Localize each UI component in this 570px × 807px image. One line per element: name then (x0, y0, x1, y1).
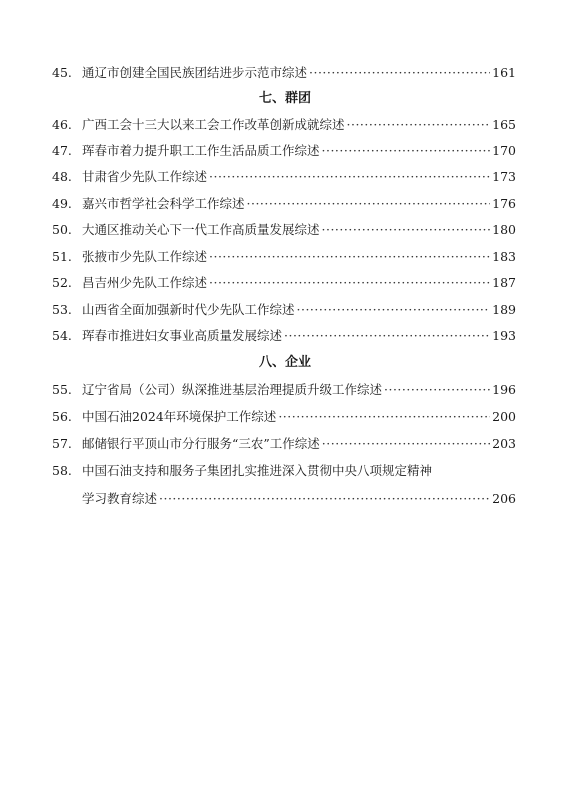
dot-leader (322, 433, 490, 455)
toc-entry[interactable] (52, 246, 516, 268)
section-heading: 七、群团 (258, 91, 311, 106)
dot-leader (384, 379, 490, 401)
toc-entry[interactable] (52, 460, 516, 482)
dot-leader (278, 406, 490, 428)
entry-page-number: 203 (492, 436, 516, 451)
entry-page-number: 183 (492, 249, 516, 264)
entry-title: 邮储银行平顶山市分行服务“三农”工作综述 (82, 436, 320, 451)
section-heading: 八、企业 (258, 355, 311, 370)
entry-page-number: 200 (492, 409, 516, 424)
entry-page-number: 173 (492, 169, 516, 184)
dot-leader (209, 272, 490, 294)
entry-title: 广西工会十三大以来工会工作改革创新成就综述 (82, 117, 345, 132)
entry-number: 53. (52, 302, 72, 317)
entry-title-line-1: 中国石油支持和服务子集团扎实推进深入贯彻中央八项规定精神 (82, 463, 433, 478)
entry-title: 珲春市推进妇女事业高质量发展综述 (82, 328, 283, 343)
entry-page-number: 180 (492, 222, 516, 237)
toc-entry[interactable] (52, 193, 516, 215)
entry-title: 昌吉州少先队工作综述 (82, 275, 208, 290)
dot-leader (322, 140, 491, 162)
toc-entry[interactable] (52, 219, 516, 241)
toc-entry[interactable] (52, 140, 516, 162)
entry-page-number: 206 (492, 491, 516, 506)
entry-page-number: 176 (492, 196, 516, 211)
entry-number: 58. (52, 463, 72, 478)
entry-page-number: 165 (492, 117, 516, 132)
toc-entry[interactable] (52, 166, 516, 188)
toc-entry[interactable] (52, 272, 516, 294)
dot-leader (209, 166, 490, 188)
entry-number: 47. (52, 143, 72, 158)
entry-page-number: 161 (492, 65, 516, 80)
dot-leader (297, 299, 491, 321)
dot-leader (284, 325, 490, 347)
entry-page-number: 196 (492, 382, 516, 397)
entry-number: 55. (52, 382, 72, 397)
toc-entry[interactable] (52, 379, 516, 401)
entry-number: 50. (52, 222, 72, 237)
entry-number: 46. (52, 117, 72, 132)
toc-entry[interactable] (52, 325, 516, 347)
entry-number: 45. (52, 65, 72, 80)
entry-page-number: 189 (492, 302, 516, 317)
toc-entry[interactable] (52, 433, 516, 455)
toc-entry[interactable] (52, 406, 516, 428)
entry-title: 辽宁省局（公司）纵深推进基层治理提质升级工作综述 (82, 382, 383, 397)
entry-number: 51. (52, 249, 72, 264)
entry-number: 57. (52, 436, 72, 451)
entry-title: 中国石油2024年环境保护工作综述 (82, 409, 277, 424)
dot-leader (209, 246, 490, 268)
entry-title: 山西省全面加强新时代少先队工作综述 (82, 302, 295, 317)
toc-entry[interactable] (52, 62, 516, 84)
entry-page-number: 193 (492, 328, 516, 343)
entry-title: 嘉兴市哲学社会科学工作综述 (82, 196, 245, 211)
entry-title-line-2: 学习教育综述 (82, 491, 158, 506)
entry-number: 48. (52, 169, 72, 184)
entry-number: 52. (52, 275, 72, 290)
dot-leader (159, 488, 490, 510)
dot-leader (347, 114, 491, 136)
dot-leader (247, 193, 491, 215)
entry-title: 珲春市着力提升职工工作生活品质工作综述 (82, 143, 320, 158)
entry-page-number: 187 (492, 275, 516, 290)
entry-title: 大通区推动关心下一代工作高质量发展综述 (82, 222, 320, 237)
entry-number: 49. (52, 196, 72, 211)
toc-entry-continuation[interactable] (82, 488, 516, 510)
entry-number: 54. (52, 328, 72, 343)
dot-leader (309, 62, 490, 84)
dot-leader (322, 219, 491, 241)
entry-title: 通辽市创建全国民族团结进步示范市综述 (82, 65, 308, 80)
entry-page-number: 170 (492, 143, 516, 158)
entry-title: 张掖市少先队工作综述 (82, 249, 208, 264)
entry-title: 甘肃省少先队工作综述 (82, 169, 208, 184)
toc-entry[interactable] (52, 114, 516, 136)
toc-entry[interactable] (52, 299, 516, 321)
entry-number: 56. (52, 409, 72, 424)
